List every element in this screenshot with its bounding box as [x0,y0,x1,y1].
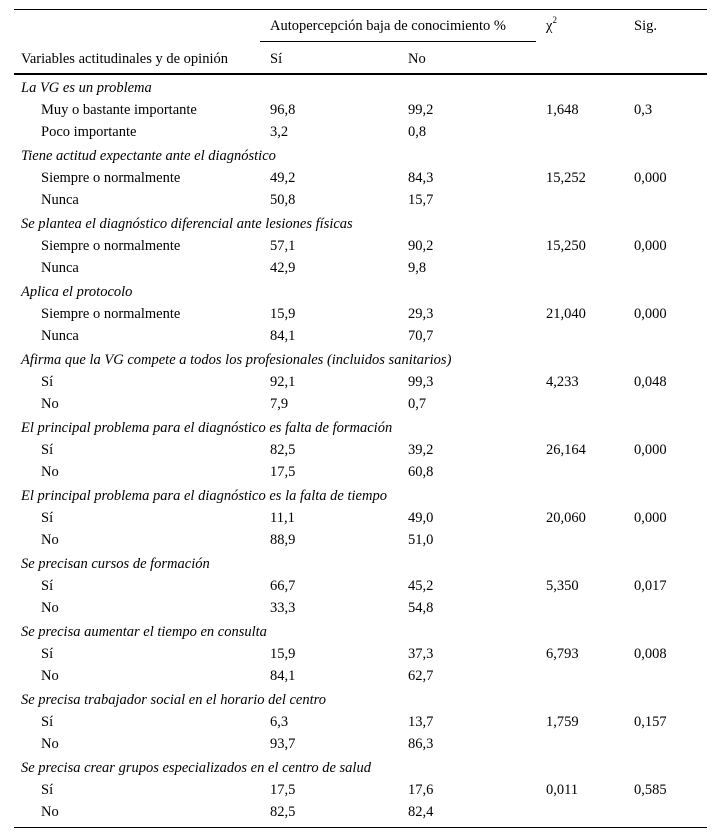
chi-symbol: χ [546,18,553,34]
value-chi2: 20,060 [546,510,586,526]
value-si: 15,9 [270,646,296,662]
row-label: No [41,804,59,820]
row-label: Sí [41,374,54,390]
variable-group [14,281,707,349]
table-row [14,781,707,803]
value-sig: 0,008 [634,646,667,662]
value-chi2: 6,793 [546,646,579,662]
value-si: 96,8 [270,102,296,118]
value-sig: 0,000 [634,442,667,458]
variable-group [14,213,707,281]
value-chi2: 21,040 [546,306,586,322]
value-si: 15,9 [270,306,296,322]
group-title: Tiene actitud expectante ante el diagnóstico [21,148,276,164]
value-si: 84,1 [270,328,296,344]
value-si: 7,9 [270,396,289,412]
header-si: Sí [270,51,283,67]
value-no: 29,3 [408,306,434,322]
group-title: El principal problema para el diagnóstico es la falta de tiempo [21,488,387,504]
group-header-underline [260,41,536,42]
row-label: Nunca [41,192,79,208]
header-significance: Sig. [634,18,657,34]
value-no: 37,3 [408,646,434,662]
value-no: 17,6 [408,782,434,798]
row-label: Sí [41,578,54,594]
table-row [14,327,707,349]
value-no: 70,7 [408,328,434,344]
value-si: 17,5 [270,464,296,480]
value-chi2: 26,164 [546,442,586,458]
value-no: 15,7 [408,192,434,208]
value-no: 51,0 [408,532,434,548]
value-no: 49,0 [408,510,434,526]
table-row [14,645,707,667]
group-title: La VG es un problema [21,80,152,96]
header-variables: Variables actitudinales y de opinión [21,51,228,67]
value-no: 82,4 [408,804,434,820]
group-title: Afirma que la VG compete a todos los profesionales (incluidos sanitarios) [21,352,452,368]
table-row [14,191,707,213]
table-row [14,509,707,531]
group-title: Aplica el protocolo [21,284,133,300]
value-no: 45,2 [408,578,434,594]
value-si: 82,5 [270,442,296,458]
value-sig: 0,585 [634,782,667,798]
value-chi2: 1,648 [546,102,579,118]
variable-group [14,757,707,825]
value-si: 92,1 [270,374,296,390]
group-title: El principal problema para el diagnóstico es falta de formación [21,420,393,436]
row-label: Sí [41,442,54,458]
value-sig: 0,3 [634,102,653,118]
value-si: 88,9 [270,532,296,548]
chi-superscript: 2 [552,15,557,26]
value-sig: 0,000 [634,306,667,322]
header-no: No [408,51,426,67]
value-sig: 0,048 [634,374,667,390]
variable-group [14,621,707,689]
value-si: 49,2 [270,170,296,186]
table-row [14,463,707,485]
value-no: 9,8 [408,260,427,276]
row-label: Sí [41,646,54,662]
value-no: 13,7 [408,714,434,730]
value-no: 60,8 [408,464,434,480]
table-row [14,395,707,417]
row-label: Sí [41,714,54,730]
row-label: Nunca [41,260,79,276]
table-row [14,803,707,825]
variable-group [14,145,707,213]
value-sig: 0,000 [634,238,667,254]
row-label: Siempre o normalmente [41,170,181,186]
row-label: No [41,668,59,684]
table-row [14,169,707,191]
value-no: 54,8 [408,600,434,616]
table-row [14,259,707,281]
value-sig: 0,017 [634,578,667,594]
value-no: 0,8 [408,124,427,140]
value-si: 42,9 [270,260,296,276]
variable-group [14,485,707,553]
value-chi2: 0,011 [546,782,579,798]
table-row [14,305,707,327]
value-chi2: 15,250 [546,238,586,254]
header-bottom-rule [14,73,707,75]
value-no: 39,2 [408,442,434,458]
value-si: 11,1 [270,510,295,526]
row-label: Poco importante [41,124,137,140]
value-no: 90,2 [408,238,434,254]
group-title: Se precisa trabajador social en el horario del centro [21,692,326,708]
group-title: Se plantea el diagnóstico diferencial ante lesiones físicas [21,216,353,232]
value-si: 3,2 [270,124,289,140]
row-label: Siempre o normalmente [41,306,181,322]
value-no: 86,3 [408,736,434,752]
value-no: 0,7 [408,396,427,412]
value-si: 17,5 [270,782,296,798]
header-chi-square [546,17,557,35]
value-no: 62,7 [408,668,434,684]
value-si: 33,3 [270,600,296,616]
row-label: Siempre o normalmente [41,238,181,254]
table-row [14,123,707,145]
value-chi2: 5,350 [546,578,579,594]
row-label: No [41,532,59,548]
table-row [14,531,707,553]
value-si: 82,5 [270,804,296,820]
group-title: Se precisa crear grupos especializados en el centro de salud [21,760,371,776]
table-bottom-rule [14,827,707,828]
variable-group [14,553,707,621]
group-title: Se precisan cursos de formación [21,556,210,572]
value-sig: 0,157 [634,714,667,730]
variable-group [14,417,707,485]
value-si: 6,3 [270,714,289,730]
value-no: 99,3 [408,374,434,390]
value-si: 57,1 [270,238,296,254]
variable-group [14,77,707,145]
table-row [14,667,707,689]
value-chi2: 1,759 [546,714,579,730]
table-row [14,599,707,621]
value-chi2: 15,252 [546,170,586,186]
table-row [14,101,707,123]
value-si: 50,8 [270,192,296,208]
row-label: No [41,464,59,480]
variable-group [14,689,707,757]
table-row [14,441,707,463]
value-si: 84,1 [270,668,296,684]
row-label: Sí [41,782,54,798]
row-label: Nunca [41,328,79,344]
value-no: 99,2 [408,102,434,118]
row-label: Sí [41,510,54,526]
table-top-rule [14,9,707,10]
table-row [14,373,707,395]
header-group-label: Autopercepción baja de conocimiento % [270,18,506,34]
row-label: No [41,736,59,752]
row-label: No [41,396,59,412]
table-body [14,77,707,825]
row-label: No [41,600,59,616]
table-row [14,577,707,599]
variable-group [14,349,707,417]
value-sig: 0,000 [634,510,667,526]
table-row [14,237,707,259]
value-si: 93,7 [270,736,296,752]
group-title: Se precisa aumentar el tiempo en consulta [21,624,267,640]
table-row [14,735,707,757]
value-chi2: 4,233 [546,374,579,390]
value-si: 66,7 [270,578,296,594]
row-label: Muy o bastante importante [41,102,197,118]
table-row [14,713,707,735]
value-no: 84,3 [408,170,434,186]
value-sig: 0,000 [634,170,667,186]
